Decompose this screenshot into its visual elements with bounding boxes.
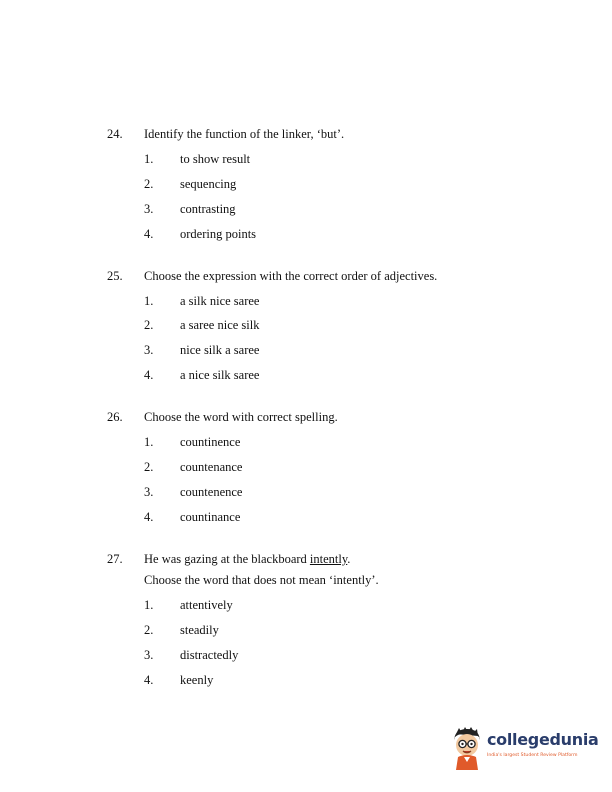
question-text: Choose the expression with the correct order of adjectives. [144,269,438,283]
option-text: nice silk a saree [180,343,260,357]
option-number: 4. [144,227,154,241]
option-number: 2. [144,177,154,191]
mascot-icon [450,726,484,770]
question-text-after: . [347,552,351,566]
option-number: 1. [144,152,154,166]
question-text-before: He was gazing at the blackboard [144,552,310,566]
option-text: sequencing [180,177,237,191]
option-number: 3. [144,485,154,499]
option-number: 2. [144,460,154,474]
question-text: Choose the word with correct spelling. [144,410,338,424]
option-number: 1. [144,294,154,308]
question-number: 26. [107,410,123,424]
option-text: attentively [180,598,233,612]
option-number: 4. [144,368,154,382]
option-text: to show result [180,152,251,166]
option-number: 1. [144,598,154,612]
option-text: distractedly [180,648,239,662]
option-text: a saree nice silk [180,318,260,332]
option-text: countenance [180,460,243,474]
option-text: steadily [180,623,219,637]
option-number: 2. [144,318,154,332]
option-number: 3. [144,343,154,357]
question-number: 24. [107,127,123,141]
option-text: countenence [180,485,243,499]
question-subtext: Choose the word that does not mean ‘intently’. [144,573,379,587]
option-text: keenly [180,673,214,687]
question-text [144,552,350,567]
question-number: 25. [107,269,123,283]
option-number: 3. [144,648,154,662]
option-text: ordering points [180,227,257,241]
option-number: 4. [144,510,154,524]
collegedunia-logo [450,726,600,772]
option-text: countinance [180,510,241,524]
question-text: Identify the function of the linker, ‘but’. [144,127,345,141]
option-text: a silk nice saree [180,294,260,308]
option-number: 3. [144,202,154,216]
option-number: 1. [144,435,154,449]
option-text: contrasting [180,202,236,216]
option-number: 2. [144,623,154,637]
logo-wordmark: collegedunia [487,730,599,749]
option-text: countinence [180,435,241,449]
option-text: a nice silk saree [180,368,260,382]
option-number: 4. [144,673,154,687]
underlined-word: intently [309,552,348,566]
logo-tagline: India's largest Student Review Platform [487,753,578,758]
question-number: 27. [107,552,123,566]
